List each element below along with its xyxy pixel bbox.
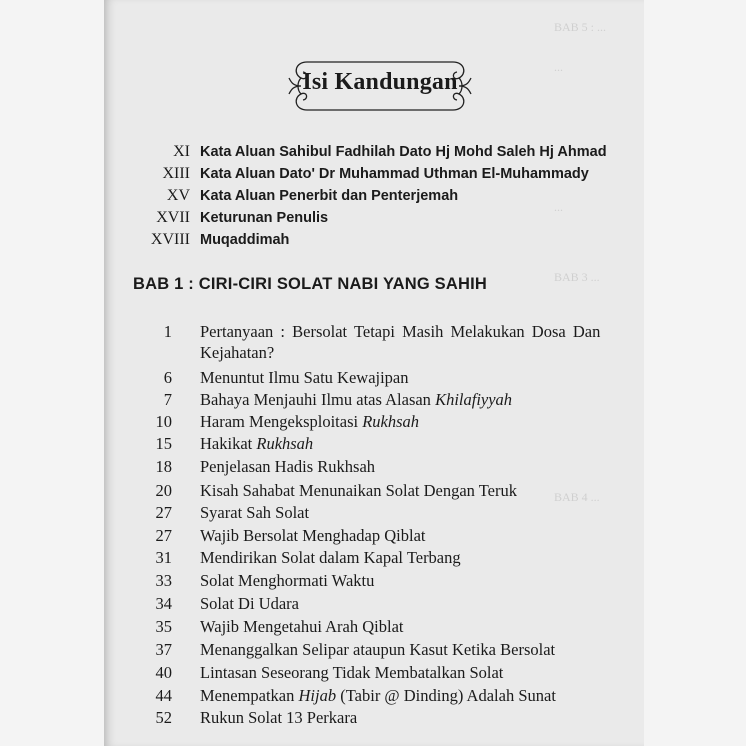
page-number: XVIII xyxy=(150,231,190,248)
entry-title-italic: Khilafiyyah xyxy=(435,390,513,409)
page-number: 52 xyxy=(155,708,172,727)
entry-title-text: Kisah Sahabat Menunaikan Solat Dengan Teruk xyxy=(200,481,518,500)
page-number: XI xyxy=(173,143,190,160)
entry-title-text: (Tabir @ Dinding) Adalah Sunat xyxy=(336,686,556,705)
page-number: 20 xyxy=(155,481,172,500)
page-number: 27 xyxy=(155,503,172,522)
page-number: XIII xyxy=(162,165,190,182)
entry-title-text: Menuntut Ilmu Satu Kewajipan xyxy=(200,368,409,387)
entry-title-italic: Rukhsah xyxy=(362,412,420,431)
entry-title-text: Haram Mengeksploitasi xyxy=(200,412,363,431)
entry-title xyxy=(200,663,503,683)
entry-title xyxy=(200,617,404,637)
entry-title-text: Wajib Bersolat Menghadap Qiblat xyxy=(200,526,426,545)
entry-title: Keturunan Penulis xyxy=(200,210,329,226)
entry-title xyxy=(200,526,426,546)
entry-title-text: Syarat Sah Solat xyxy=(200,503,310,522)
page-number: 18 xyxy=(155,457,172,476)
entry-title xyxy=(200,412,419,432)
page-number: 35 xyxy=(155,617,172,636)
page-number: XV xyxy=(166,187,190,204)
entry-title-text: Pertanyaan : Bersolat Tetapi Masih Melakukan Dosa Dan xyxy=(200,322,601,341)
page-number: 33 xyxy=(155,571,172,590)
page-number: 40 xyxy=(155,663,172,682)
book-page xyxy=(104,0,644,746)
entry-title-line1 xyxy=(200,322,615,342)
entry-title-text: Rukun Solat 13 Perkara xyxy=(200,708,358,727)
entry-title-italic: Rukhsah xyxy=(256,434,314,453)
entry-title-text: Hakikat xyxy=(200,434,257,453)
entry-title-text: Penjelasan Hadis Rukhsah xyxy=(200,457,376,476)
page-number: 37 xyxy=(155,640,172,659)
page-number: 34 xyxy=(155,594,172,613)
page-number: 15 xyxy=(155,434,172,453)
page-number: XVII xyxy=(156,209,190,226)
show-through-text: BAB 5 : ... ... ... BAB 3 ... BAB 4 ... xyxy=(554,20,607,504)
entry-title xyxy=(200,368,409,388)
page-number: 31 xyxy=(155,548,172,567)
entry-title-text: Menempatkan xyxy=(200,686,299,705)
page-number: 27 xyxy=(155,526,172,545)
entry-title xyxy=(200,481,517,501)
page-number: 7 xyxy=(163,390,172,409)
entry-title: Kata Aluan Penerbit dan Penterjemah xyxy=(200,188,459,204)
entry-title xyxy=(200,503,309,523)
entry-title xyxy=(200,708,357,728)
entry-title xyxy=(200,686,556,706)
entry-title xyxy=(200,548,461,568)
heading-frame xyxy=(287,56,473,116)
entry-title: Muqaddimah xyxy=(200,232,290,248)
page-number: 1 xyxy=(163,322,172,341)
entry-title xyxy=(200,457,375,477)
page-number: 10 xyxy=(155,412,172,431)
entry-title-italic: Hijab xyxy=(298,686,337,705)
page-number: 6 xyxy=(163,368,172,387)
chapter-heading: BAB 1 : CIRI-CIRI SOLAT NABI YANG SAHIH xyxy=(133,275,488,293)
entry-title-text: Wajib Mengetahui Arah Qiblat xyxy=(200,617,404,636)
entry-title xyxy=(200,594,299,614)
entry-title xyxy=(200,390,512,410)
entry-title xyxy=(200,571,374,591)
entry-title-text: Bahaya Menjauhi Ilmu atas Alasan xyxy=(200,390,436,409)
entry-title-line2: Kejahatan? xyxy=(200,343,275,362)
entry-title-text: Lintasan Seseorang Tidak Membatalkan Solat xyxy=(200,663,504,682)
entry-title-text: Solat Di Udara xyxy=(200,594,299,613)
entry-title-text: Menanggalkan Selipar ataupun Kasut Ketika Bersolat xyxy=(200,640,556,659)
page-title: Isi Kandungan xyxy=(302,69,458,95)
page-number: 44 xyxy=(155,686,172,705)
entry-title-text: Mendirikan Solat dalam Kapal Terbang xyxy=(200,548,461,567)
entry-title: Kata Aluan Sahibul Fadhilah Dato Hj Mohd Saleh Hj Ahmad xyxy=(200,144,607,160)
entry-title-text: Solat Menghormati Waktu xyxy=(200,571,375,590)
entry-title: Kata Aluan Dato' Dr Muhammad Uthman El-Muhammady xyxy=(200,166,589,182)
entry-title xyxy=(200,640,555,660)
entry-title xyxy=(200,434,313,454)
